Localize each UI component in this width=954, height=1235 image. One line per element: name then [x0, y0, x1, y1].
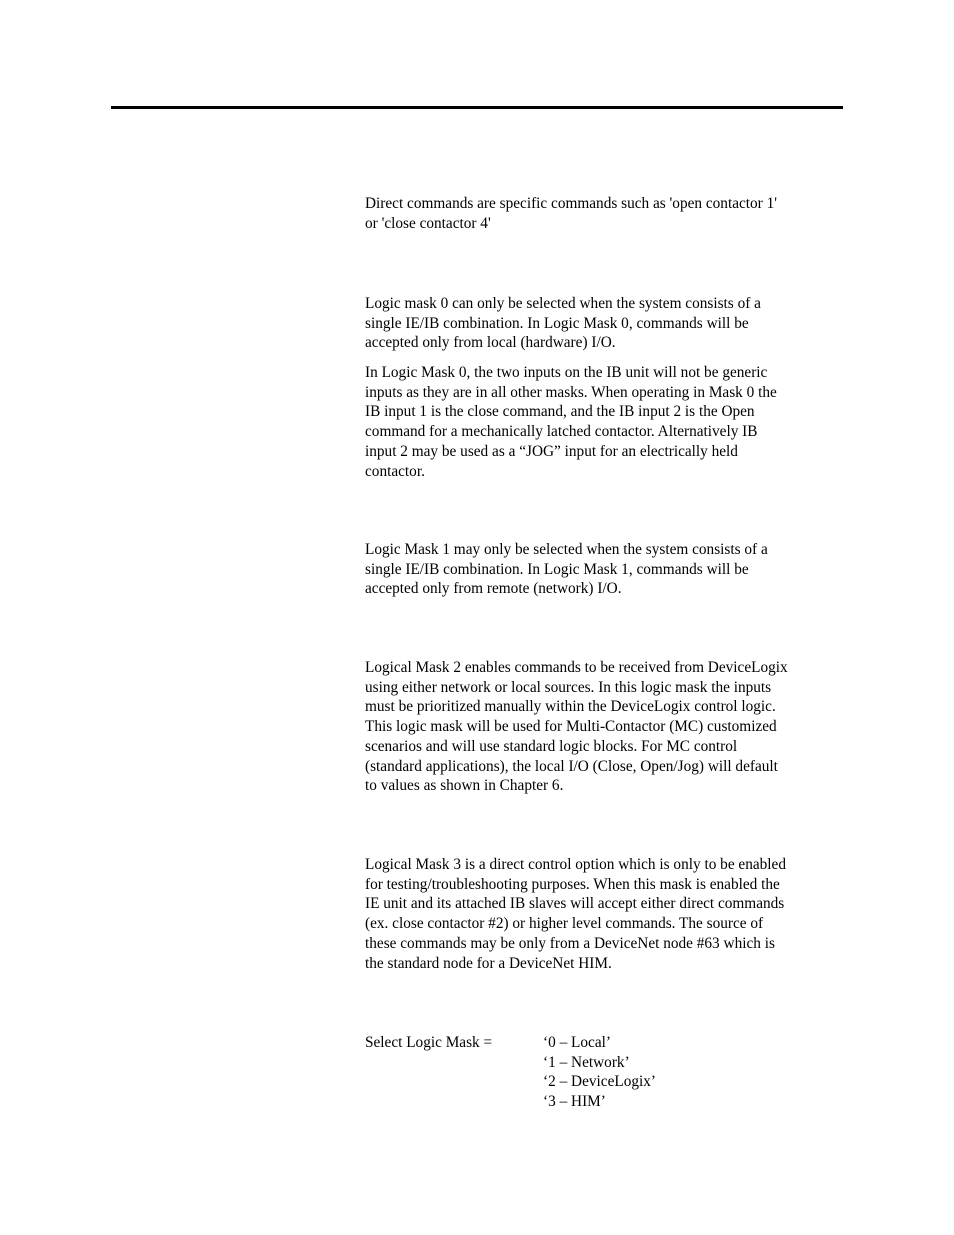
- text-line: command for a mechanically latched contactor. Alternatively IB: [365, 423, 758, 441]
- text-line: Logic mask 0 can only be selected when the system consists of a: [365, 295, 761, 312]
- text-line: using either network or local sources. In this logic mask the inputs: [365, 678, 772, 696]
- logic-mask-option-devicelogix: ‘2 – DeviceLogix’: [543, 1073, 656, 1091]
- logic-mask-option-local: ‘0 – Local’: [543, 1034, 611, 1051]
- text-line: single IE/IB combination. In Logic Mask 0, commands will be: [365, 314, 749, 332]
- text-line: (ex. close contactor #2) or higher level commands. The source of: [365, 915, 764, 933]
- logic-mask-options: [543, 1033, 656, 1112]
- paragraph-logic-mask-2: [365, 658, 843, 796]
- text-line: these commands may be only from a DeviceNet node #63 which is: [365, 934, 775, 952]
- header-rule: [111, 106, 843, 109]
- text-line: Logical Mask 3 is a direct control option which is only to be enabled: [365, 856, 786, 873]
- text-line: Logical Mask 2 enables commands to be received from DeviceLogix: [365, 659, 788, 676]
- text-line: contactor.: [365, 462, 425, 480]
- text-line: single IE/IB combination. In Logic Mask 1, commands will be: [365, 560, 749, 578]
- text-line: must be prioritized manually within the DeviceLogix control logic.: [365, 698, 776, 716]
- text-line: Direct commands are specific commands such as 'open contactor 1': [365, 195, 778, 212]
- text-line: inputs as they are in all other masks. When operating in Mask 0 the: [365, 383, 777, 401]
- paragraph-direct-commands: [365, 194, 843, 233]
- logic-mask-option-him: ‘3 – HIM’: [543, 1093, 606, 1111]
- text-line: the standard node for a DeviceNet HIM.: [365, 954, 612, 972]
- text-line: scenarios and will use standard logic blocks. For MC control: [365, 737, 738, 755]
- text-line: to values as shown in Chapter 6.: [365, 777, 564, 795]
- text-line: or 'close contactor 4': [365, 214, 491, 232]
- text-line: input 2 may be used as a “JOG” input for an electrically held: [365, 442, 738, 460]
- text-line: accepted only from remote (network) I/O.: [365, 580, 622, 598]
- paragraph-logic-mask-0-inputs: [365, 363, 843, 481]
- paragraph-logic-mask-1: [365, 540, 843, 599]
- paragraph-logic-mask-3: [365, 855, 843, 973]
- text-line: (standard applications), the local I/O (Close, Open/Jog) will default: [365, 757, 778, 775]
- text-line: In Logic Mask 0, the two inputs on the IB unit will not be generic: [365, 364, 768, 381]
- select-logic-mask-label: Select Logic Mask =: [365, 1034, 493, 1051]
- text-line: IB input 1 is the close command, and the IB input 2 is the Open: [365, 403, 755, 421]
- logic-mask-option-network: ‘1 – Network’: [543, 1053, 630, 1071]
- text-line: This logic mask will be used for Multi-Contactor (MC) customized: [365, 718, 777, 736]
- text-line: accepted only from local (hardware) I/O.: [365, 334, 616, 352]
- text-line: for testing/troubleshooting purposes. When this mask is enabled the: [365, 875, 780, 893]
- paragraph-logic-mask-0-intro: [365, 294, 843, 353]
- text-line: Logic Mask 1 may only be selected when the system consists of a: [365, 541, 768, 558]
- text-line: IE unit and its attached IB slaves will accept either direct commands: [365, 895, 785, 913]
